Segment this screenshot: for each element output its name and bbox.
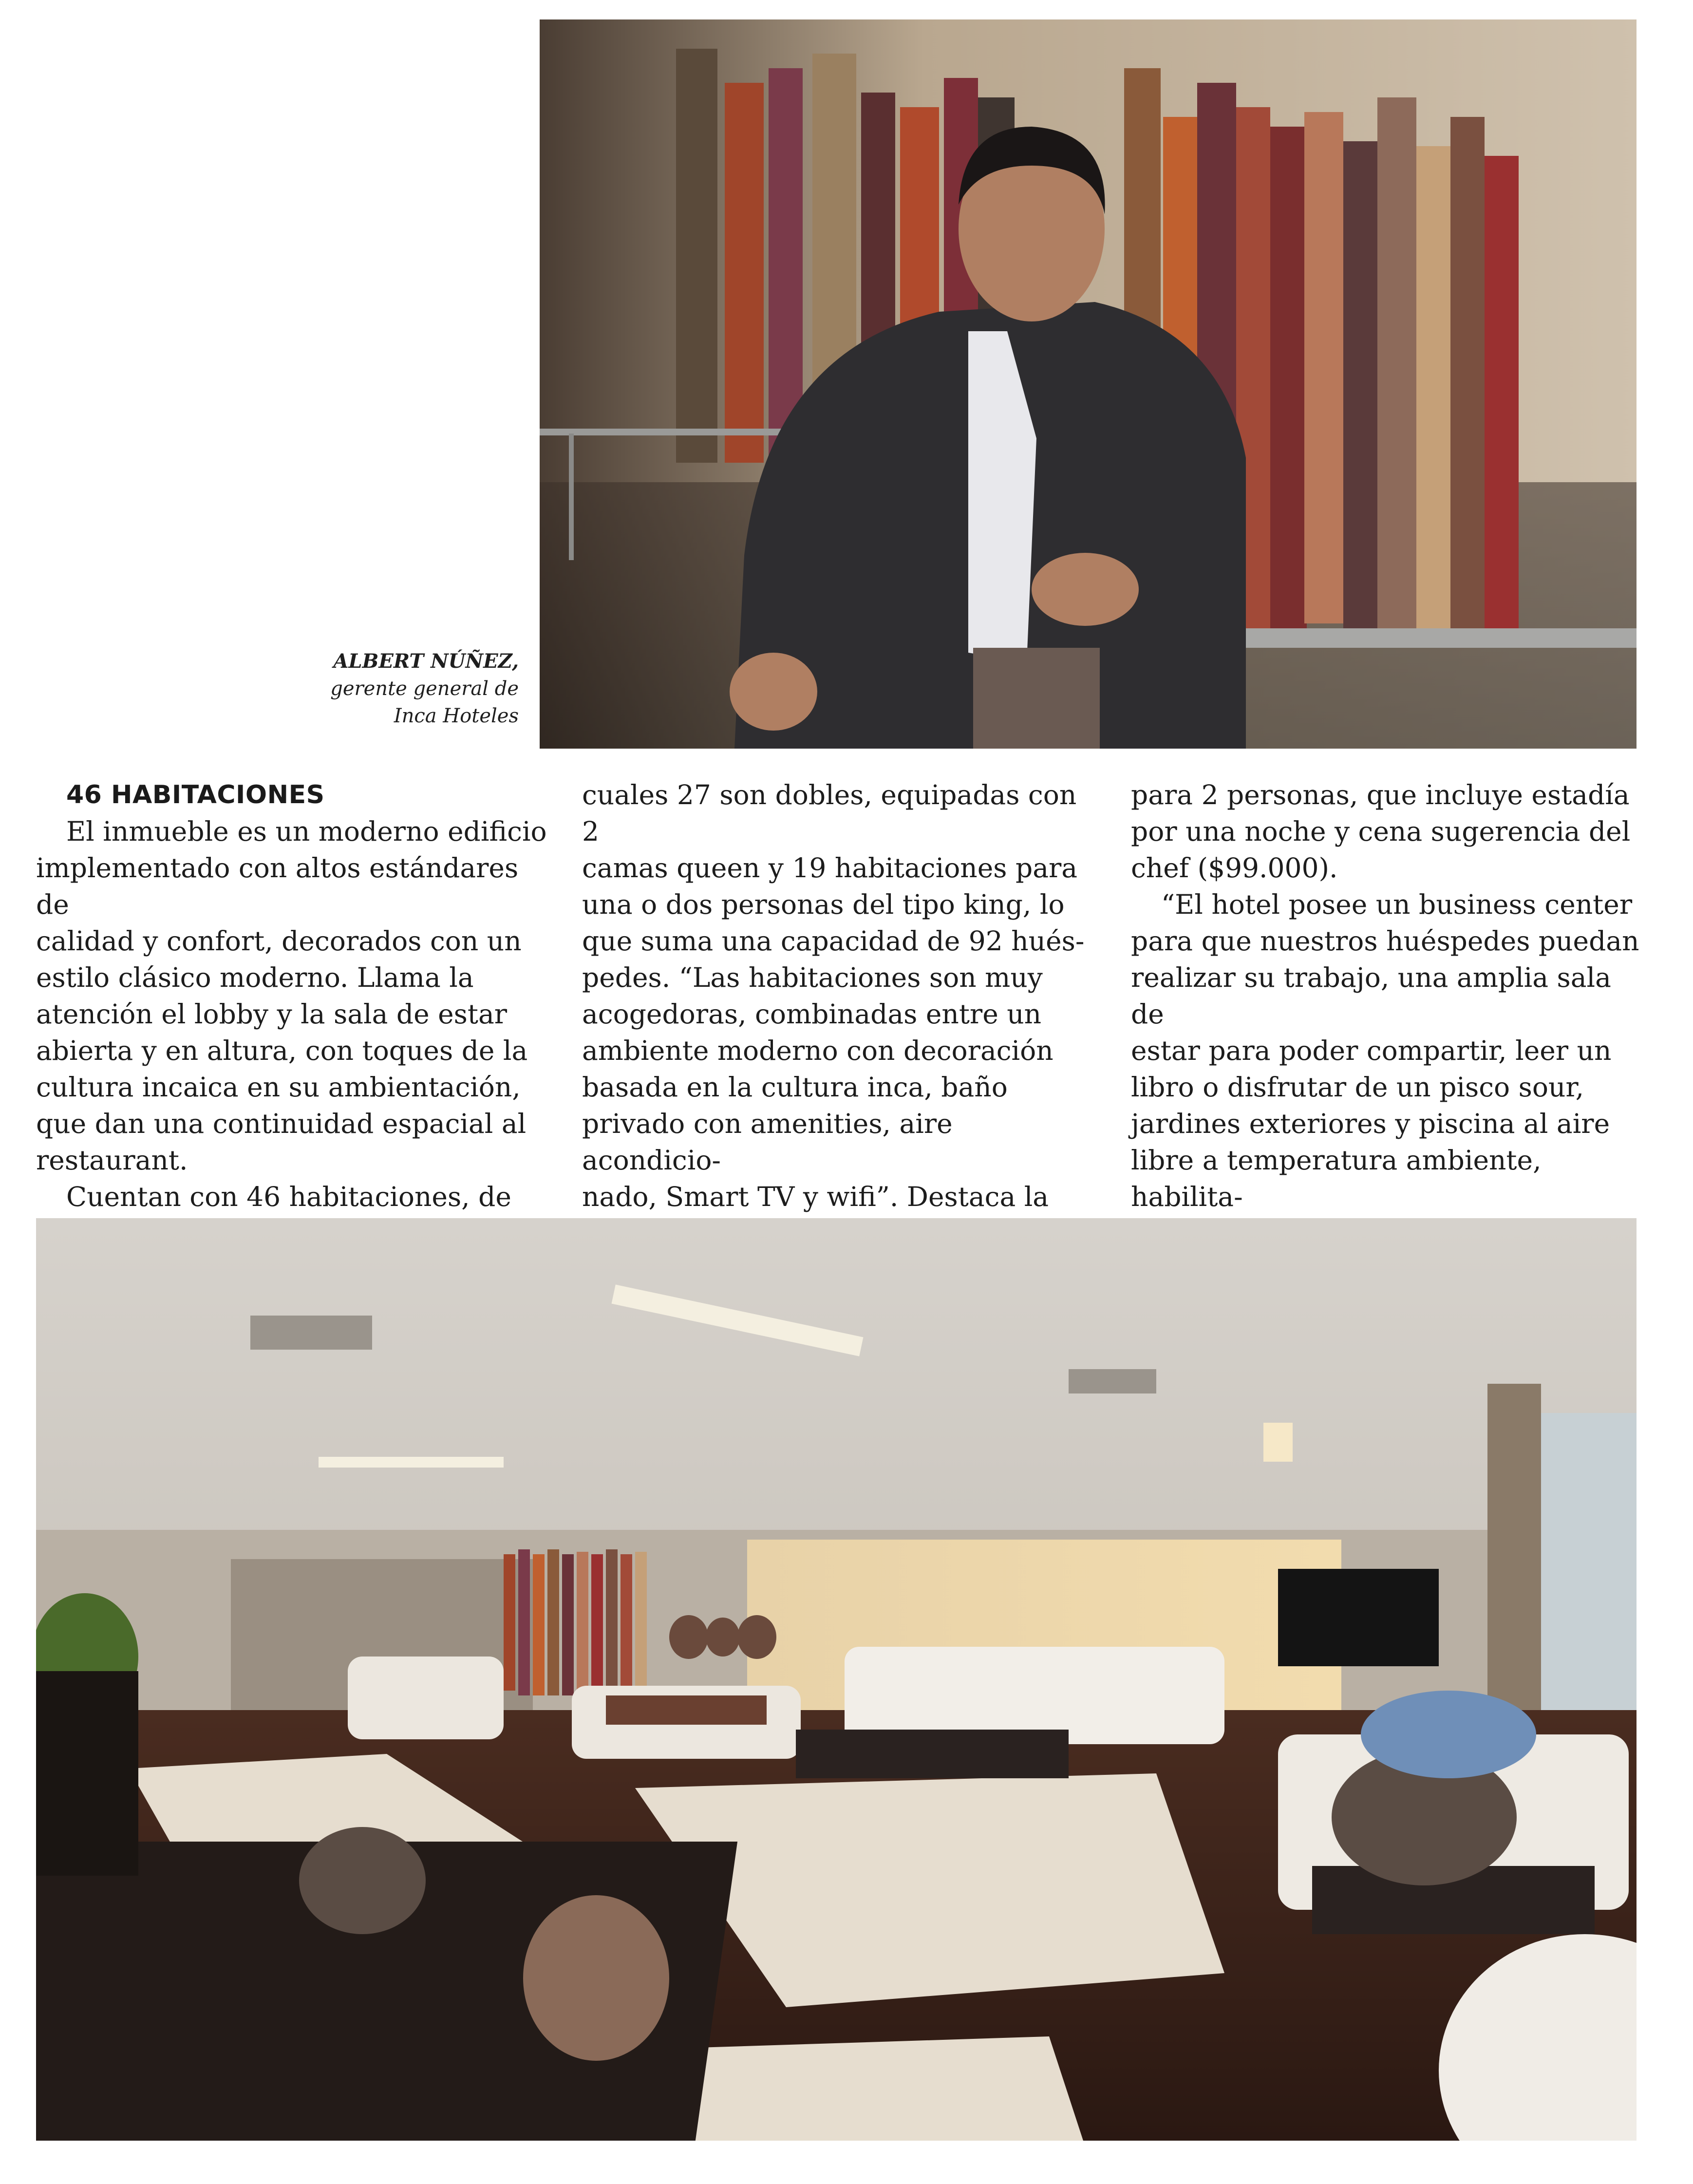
text-line: basada en la cultura inca, baño [582, 1072, 1008, 1103]
text-line: estar para poder compartir, leer un [1131, 1035, 1612, 1066]
text-line: realizar su trabajo, una amplia sala de [1131, 962, 1611, 1030]
caption-role-line1: gerente general de [330, 678, 519, 700]
text-line: libro o disfrutar de un pisco sour, [1131, 1072, 1584, 1103]
lobby-photo [36, 1218, 1637, 2141]
text-line: atención el lobby y la sala de estar [36, 998, 508, 1030]
text-line: El inmueble es un moderno edificio [66, 816, 547, 847]
section-heading: 46 HABITACIONES [66, 780, 325, 810]
article-column-2 [582, 777, 1093, 1288]
text-line: abierta y en altura, con toques de la [36, 1035, 528, 1066]
article-column-1 [36, 777, 547, 1252]
text-line: pedes. “Las habitaciones son muy [582, 962, 1043, 993]
photo-caption [273, 648, 519, 730]
text-line: acogedoras, combinadas entre un [582, 998, 1042, 1030]
caption-role-line2: Inca Hoteles [394, 705, 519, 727]
text-line: ambiente moderno con decoración [582, 1035, 1053, 1066]
text-line: cultura incaica en su ambientación, [36, 1072, 521, 1103]
text-line: chef ($99.000). [1131, 852, 1338, 884]
portrait-photo [540, 19, 1637, 749]
text-line: que dan una continuidad espacial al [36, 1108, 527, 1139]
text-line: que suma una capacidad de 92 hués- [582, 925, 1085, 957]
text-line: privado con amenities, aire acondicio- [582, 1108, 953, 1176]
text-line: libre a temperatura ambiente, habilita- [1131, 1145, 1542, 1212]
text-line: implementado con altos estándares de [36, 852, 519, 920]
text-line: restaurant. [36, 1145, 188, 1176]
text-line: nado, Smart TV y wifi”. Destaca la [582, 1181, 1049, 1212]
text-line: “El hotel posee un business center [1161, 889, 1633, 920]
text-line: para 2 personas, que incluye estadía [1131, 779, 1630, 810]
article-column-3 [1131, 777, 1642, 1252]
text-line: para que nuestros huéspedes puedan [1131, 925, 1639, 957]
text-line: camas queen y 19 habitaciones para [582, 852, 1078, 884]
text-line: jardines exteriores y piscina al aire [1131, 1108, 1610, 1139]
text-line: Cuentan con 46 habitaciones, de [66, 1181, 511, 1212]
text-line: cuales 27 son dobles, equipadas con 2 [582, 779, 1077, 847]
text-line: calidad y confort, decorados con un [36, 925, 522, 957]
text-line: por una noche y cena sugerencia del [1131, 816, 1631, 847]
text-line: una o dos personas del tipo king, lo [582, 889, 1065, 920]
caption-name: ALBERT NÚÑEZ, [333, 650, 519, 673]
text-line: estilo clásico moderno. Llama la [36, 962, 474, 993]
